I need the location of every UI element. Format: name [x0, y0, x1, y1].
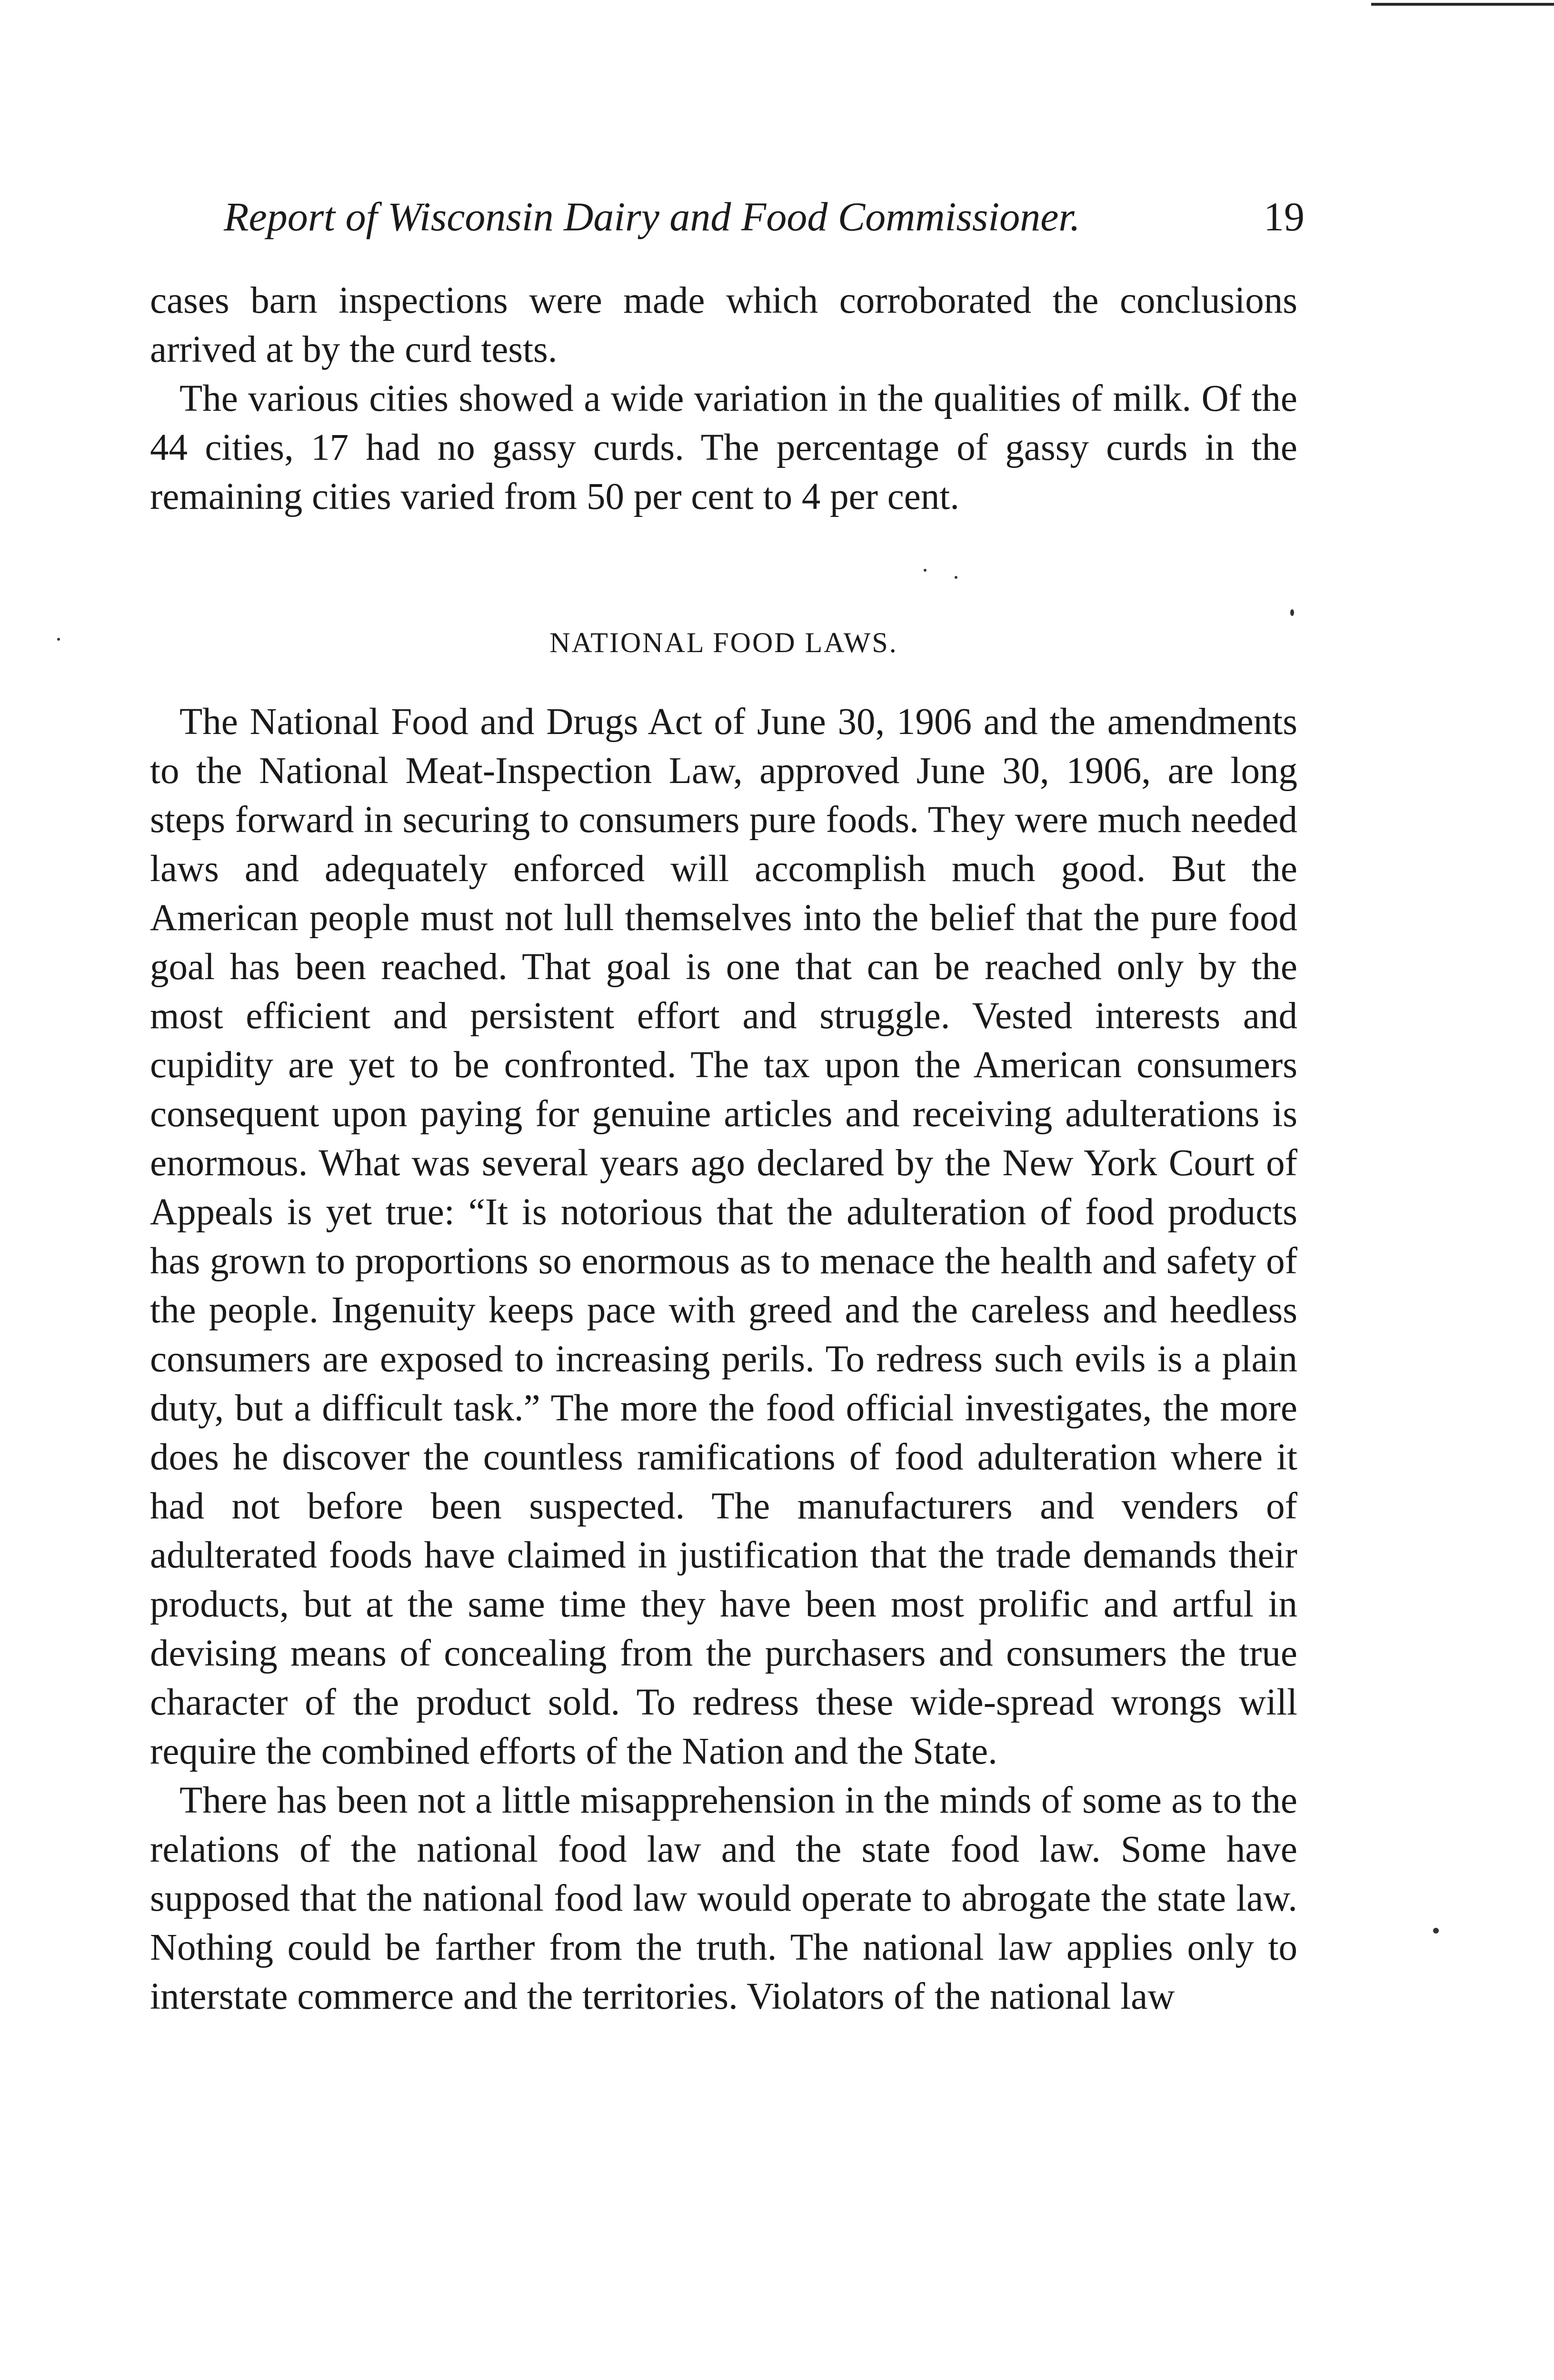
paragraph: cases barn inspections were made which corroborated the conclusions arrived at by the curd tests.: [150, 280, 1297, 370]
scan-speck: [1433, 1928, 1439, 1934]
paragraph: The National Food and Drugs Act of June 30, 1906 and the amendments to the National Meat-Inspection Law, approved June 30, 1906, are long steps forward in securing to consumers pure foods. They were much needed laws and adequately enforced will accomplish much good. But the American people must not lull themselves into the belief that the pure food goal has been reached. That goal is one that can be reached only by the most efficient and persistent effort and struggle. Vested interests and cupidity are yet to be confronted. The tax upon the American consumers consequent upon paying for genuine articles and receiving adulterations is enormous. What was several years ago declared by the New York Court of Appeals is yet true: “It is notorious that the adulteration of food products has grown to proportions so enormous as to menace the health and safety of the people. Ingenuity keeps pace with greed and the careless and heedless consumers are exposed to increasing perils. To redress such evils is a plain duty, but a difficult task.” The more the food official investigates, the more does he discover the countless ramifications of food adulteration where it had not before been suspected. The manufacturers and venders of adulterated foods have claimed in justification that the trade demands their products, but at the same time they have been most prolific and artful in devising means of concealing from the purchasers and consumers the true character of the product sold. To redress these wide-spread wrongs will require the combined efforts of the Nation and the State.: [150, 701, 1297, 1772]
paragraph: There has been not a little misapprehension in the minds of some as to the relations of the national food law and the state food law. Some have supposed that the national food law would operate to abrogate the state law. Nothing could be farther from the truth. The national law applies only to interstate commerce and the territories. Violators of the national law: [150, 1780, 1297, 2017]
section-body: [150, 697, 1297, 2021]
paragraph: The various cities showed a wide variation in the qualities of milk. Of the 44 cities, 17 had no gassy curds. The percentage of gassy curds in the remaining cities varied from 50 per cent to 4 per cent.: [150, 378, 1297, 517]
scan-speck: [955, 576, 957, 579]
scan-edge-line: [1371, 3, 1554, 6]
section-heading: NATIONAL FOOD LAWS.: [549, 627, 898, 658]
running-title: Report of Wisconsin Dairy and Food Commissioner.: [224, 194, 1080, 239]
running-header: [224, 188, 1305, 245]
intro-text: [150, 276, 1297, 521]
scan-speck: [57, 638, 60, 641]
scan-speck: [1290, 609, 1294, 616]
page-number: 19: [1264, 194, 1305, 239]
scan-speck: [924, 569, 926, 572]
